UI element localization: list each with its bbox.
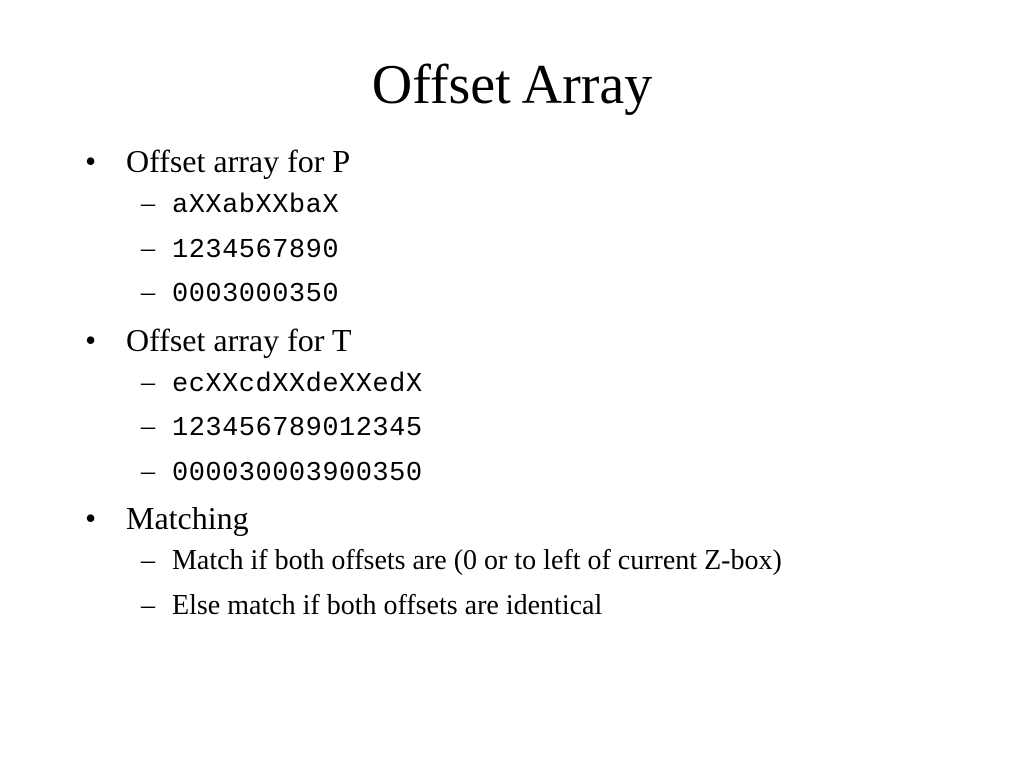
sub-text: Else match if both offsets are identical [172,589,603,621]
bullet-glyph: • [85,500,97,536]
bullet-glyph: • [85,321,97,358]
bullet-item [85,497,985,628]
sub-list [126,182,985,316]
sub-list [126,539,985,628]
bullet-label: Offset array for T [126,321,352,358]
sub-item [126,271,985,316]
bullet-glyph: • [85,143,97,179]
dash-glyph: – [141,455,155,487]
sub-item [126,405,985,450]
sub-text: 1234567890 [172,235,340,266]
sub-text: 123456789012345 [172,414,423,444]
sub-item [126,227,985,272]
bullet-item [85,319,985,495]
dash-glyph: – [141,232,155,264]
sub-text: ecXXcdXXdeXXedX [172,369,423,400]
sub-text: 000030003900350 [172,458,423,489]
sub-item [126,182,985,227]
dash-glyph: – [141,188,155,219]
bullet-item [85,140,985,316]
dash-glyph: – [141,277,155,308]
sub-item [126,450,985,495]
dash-glyph: – [141,366,155,398]
sub-list [126,361,985,495]
sub-text: 0003000350 [172,280,340,310]
dash-glyph: – [141,545,155,576]
slide-title: Offset Array [371,54,653,116]
sub-item [126,584,985,629]
bullet-list [85,140,985,631]
dash-glyph: – [141,589,155,621]
dash-glyph: – [141,411,155,442]
sub-item [126,539,985,584]
bullet-label: Offset array for P [126,143,351,179]
sub-text: aXXabXXbaX [172,191,340,221]
sub-text: Match if both offsets are (0 or to left of current Z-box) [172,545,782,576]
sub-item [126,361,985,406]
bullet-label: Matching [126,500,249,536]
